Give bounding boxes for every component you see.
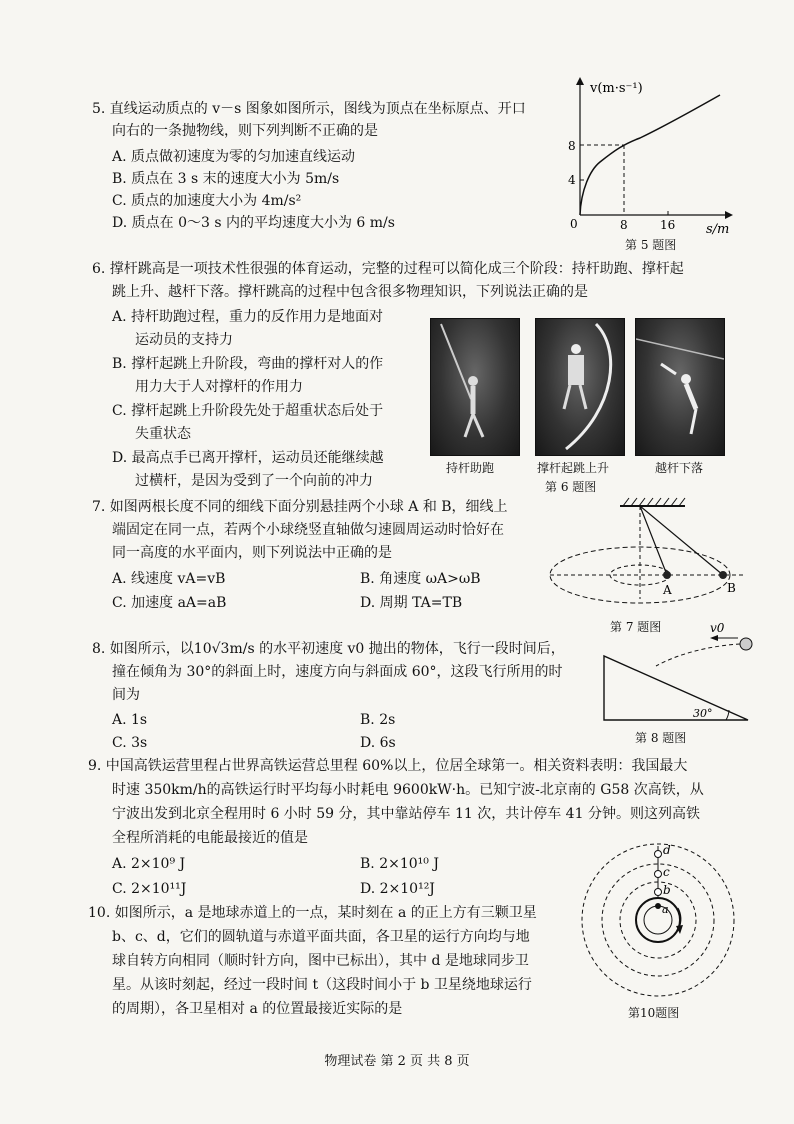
q10-label-c: c — [663, 865, 670, 879]
q8-stem-line3: 间为 — [112, 687, 140, 703]
q9-option-b: B. 2×10¹⁰ J — [360, 856, 439, 872]
q8-option-d: D. 6s — [360, 735, 396, 751]
q6-option-b-line1: B. 撑杆起跳上升阶段，弯曲的撑杆对人的作 — [112, 356, 384, 372]
q7-figure-caption: 第 7 题图 — [610, 620, 662, 634]
q7-label-a: A — [663, 583, 672, 597]
q10-line5: 的周期），各卫星相对 a 的位置最接近实际的是 — [112, 1001, 403, 1017]
q6-option-c-line2: 失重状态 — [135, 426, 191, 442]
q8-figure-caption: 第 8 题图 — [635, 731, 687, 745]
q7-stem-line3: 同一高度的水平面内，则下列说法中正确的是 — [112, 545, 392, 561]
q5-xtick-16: 16 — [660, 218, 676, 232]
q6-option-d-line2: 过横杆，是因为受到了一个向前的冲力 — [135, 473, 373, 489]
q5-option-a: A. 质点做初速度为零的匀加速直线运动 — [112, 149, 356, 165]
q8-v0-label: v0 — [710, 621, 725, 635]
q9-option-c: C. 2×10¹¹J — [112, 881, 187, 897]
q5-vs-graph — [560, 70, 740, 260]
q6-option-b-line2: 用力大于人对撑杆的作用力 — [135, 379, 303, 395]
q5-option-c: C. 质点的加速度大小为 4m/s² — [112, 193, 302, 209]
photo-run-with-pole — [430, 318, 520, 456]
q6-stem-line2: 跳上升、越杆下落。撑杆跳高的过程中包含很多物理知识，下列说法正确的是 — [112, 284, 588, 300]
q5-figure-caption: 第 5 题图 — [625, 238, 677, 252]
q5-origin: 0 — [570, 217, 578, 231]
q7-option-d: D. 周期 TA=TB — [360, 595, 463, 611]
q5-option-d: D. 质点在 0～3 s 内的平均速度大小为 6 m/s — [112, 215, 395, 231]
q8-stem-line2: 撞在倾角为 30°的斜面上时，速度方向与斜面成 60°，这段飞行所用的时 — [112, 664, 563, 680]
q9-line3: 宁波出发到北京全程用时 6 小时 59 分，其中靠站停车 11 次，共计停车 41 分钟。则这列高铁 — [112, 806, 700, 822]
q5-ytick-4: 4 — [568, 173, 576, 187]
q9-line1: 9. 中国高铁运营里程占世界高铁运营总里程 60%以上，位居全球第一。相关资料表明：我国最大 — [88, 758, 688, 774]
q6-figure-caption: 第 6 题图 — [545, 480, 597, 494]
q9-option-d: D. 2×10¹²J — [360, 881, 435, 897]
q9-line4: 全程所消耗的电能最接近的值是 — [112, 830, 308, 846]
q5-stem-line2: 向右的一条抛物线，则下列判断不正确的是 — [112, 123, 378, 139]
q10-figure-caption: 第10题图 — [628, 1006, 680, 1020]
photo-caption-1: 持杆助跑 — [446, 461, 495, 475]
q5-xlabel: s/m — [706, 222, 730, 237]
q5-ylabel: v(m·s⁻¹) — [590, 81, 643, 96]
q7-option-a: A. 线速度 vA=vB — [112, 571, 226, 587]
photo-caption-2: 撑杆起跳上升 — [537, 461, 610, 475]
q8-option-a: A. 1s — [112, 712, 148, 728]
q8-incline-projectile-figure — [598, 620, 763, 725]
q9-option-a: A. 2×10⁹ J — [112, 856, 186, 872]
q7-stem-line1: 7. 如图两根长度不同的细线下面分别悬挂两个小球 A 和 B，细线上 — [92, 499, 508, 515]
q9-line2: 时速 350km/h的高铁运行时平均每小时耗电 9600kW·h。已知宁波-北京南的 G58 次高铁，从 — [112, 782, 704, 798]
photo-caption-3: 越杆下落 — [655, 461, 704, 475]
page-footer: 物理试卷 第 2 页 共 8 页 — [324, 1054, 470, 1069]
q10-line1: 10. 如图所示，a 是地球赤道上的一点，某时刻在 a 的正上方有三颗卫星 — [88, 905, 537, 921]
q5-stem-line1: 5. 直线运动质点的 v－s 图象如图所示，图线为顶点在坐标原点、开口 — [92, 101, 526, 117]
q6-option-a-line1: A. 持杆助跑过程，重力的反作用力是地面对 — [112, 309, 384, 325]
q8-angle-label: 30° — [693, 707, 713, 720]
q5-option-b: B. 质点在 3 s 末的速度大小为 5m/s — [112, 171, 340, 187]
q7-conical-pendulum-figure — [545, 494, 760, 614]
q7-option-c: C. 加速度 aA=aB — [112, 595, 227, 611]
q10-line4: 星。从该时刻起，经过一段时间 t（这段时间小于 b 卫星绕地球运行 — [112, 977, 532, 993]
q6-option-d-line1: D. 最高点手已离开撑杆，运动员还能继续越 — [112, 450, 384, 466]
q10-satellite-orbits-figure — [578, 840, 738, 1000]
q6-option-a-line2: 运动员的支持力 — [135, 332, 233, 348]
q10-label-a: a — [662, 903, 669, 916]
q8-option-b: B. 2s — [360, 712, 396, 728]
photo-clear-bar-fall — [635, 318, 725, 456]
q10-line2: b、c、d，它们的圆轨道与赤道平面共面，各卫星的运行方向均与地 — [112, 929, 530, 945]
q10-label-b: b — [663, 883, 671, 897]
q8-stem-line1: 8. 如图所示，以10√3m/s 的水平初速度 v0 抛出的物体，飞行一段时间后， — [92, 641, 565, 657]
q7-stem-line2: 端固定在同一点，若两个小球绕竖直轴做匀速圆周运动时恰好在 — [112, 522, 504, 538]
q6-stem-line1: 6. 撑杆跳高是一项技术性很强的体育运动，完整的过程可以简化成三个阶段：持杆助跑、撑杆起 — [92, 261, 684, 277]
q7-option-b: B. 角速度 ωA>ωB — [360, 571, 481, 587]
photo-pole-vault-rise — [535, 318, 625, 456]
q6-option-c-line1: C. 撑杆起跳上升阶段先处于超重状态后处于 — [112, 403, 384, 419]
q10-label-d: d — [663, 843, 671, 857]
q5-ytick-8: 8 — [568, 139, 576, 153]
q5-xtick-8: 8 — [620, 218, 628, 232]
q7-label-b: B — [727, 581, 736, 595]
q8-option-c: C. 3s — [112, 735, 148, 751]
q10-line3: 球自转方向相同（顺时针方向，图中已标出），其中 d 是地球同步卫 — [112, 953, 529, 969]
